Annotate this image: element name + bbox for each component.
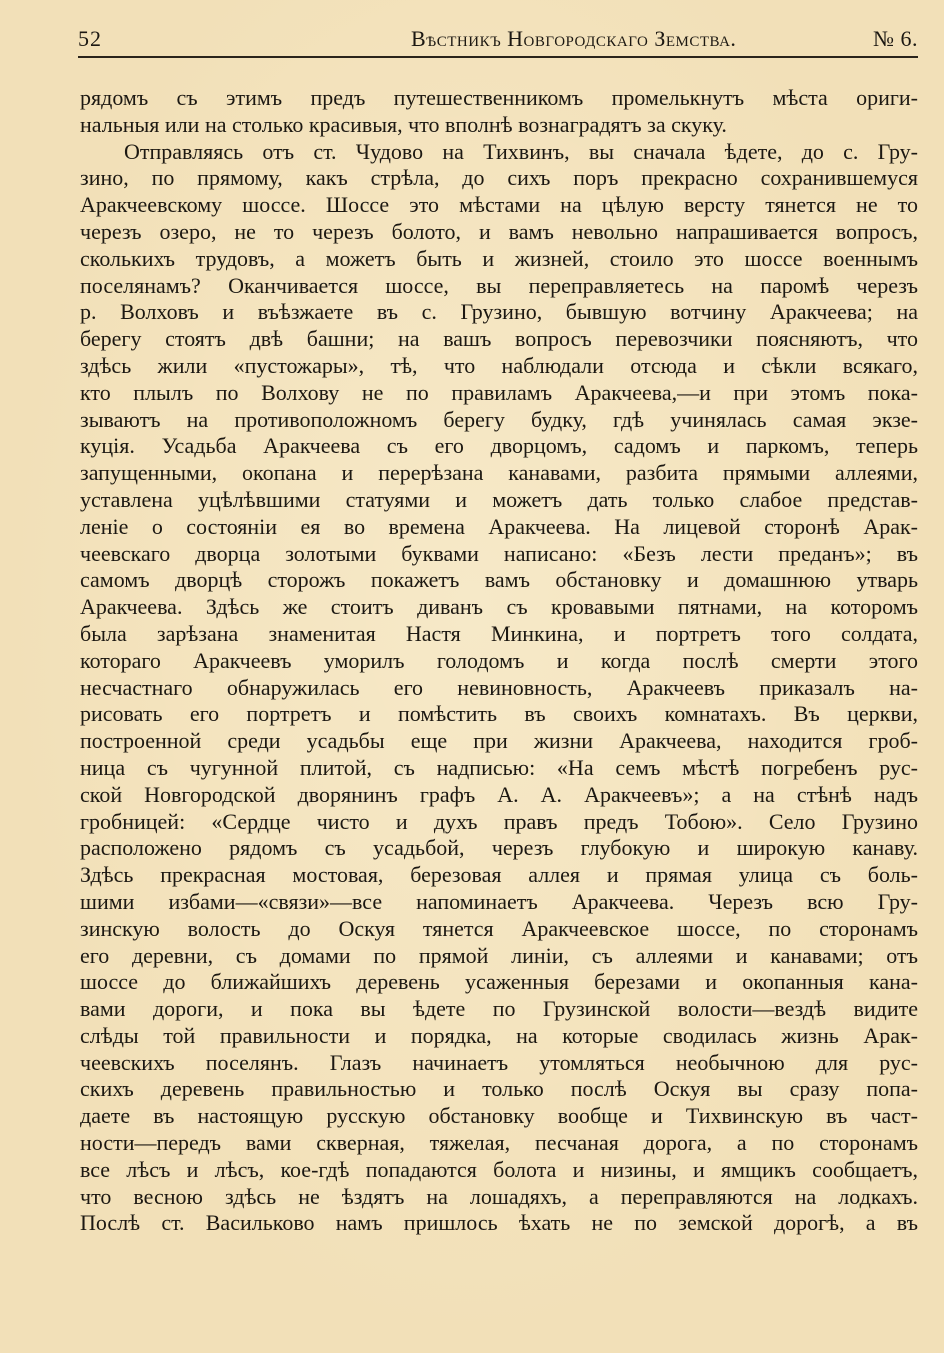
text-line: кто плылъ по Волхову не по правиламъ Аракчеева,—и при этомъ пока- (80, 379, 918, 405)
text-line: здѣсь жили «пустожары», тѣ, что наблюдали отсюда и сѣкли всякаго, (80, 352, 918, 378)
text-line: самомъ дворцѣ сторожъ покажетъ вамъ обстановку и домашнюю утварь (80, 567, 918, 593)
running-title: Вѣстникъ Новгородскаго Земства. (411, 26, 737, 51)
text-line: берегу стоятъ двѣ башни; на вашъ вопросъ перевозчики поясняютъ, что (80, 326, 918, 352)
text-line: вами дороги, и пока вы ѣдете по Грузинской волости—вездѣ видите (80, 996, 918, 1022)
text-line: рисовать его портретъ и помѣстить въ своихъ комнатахъ. Въ церкви, (80, 701, 918, 727)
text-line: даете въ настоящую русскую обстановку вообще и Тихвинскую въ част- (80, 1103, 918, 1129)
text-line: ской Новгородской дворянинъ графъ А. А. Аракчеевъ»; а на стѣнѣ надъ (80, 781, 918, 807)
running-header (78, 24, 918, 58)
text-line: поселянамъ? Оканчивается шоссе, вы переправляетесь на паромѣ черезъ (80, 272, 918, 298)
text-line: построенной среди усадьбы еще при жизни Аракчеева, находится гроб- (80, 728, 918, 754)
text-line: Аракчеева. Здѣсь же стоитъ диванъ съ кровавыми пятнами, на которомъ (80, 594, 918, 620)
text-line: слѣды той правильности и порядка, на которые сводилась жизнь Арак- (80, 1022, 918, 1048)
text-line: рядомъ съ этимъ предъ путешественникомъ промелькнутъ мѣста ориги- (80, 85, 918, 110)
text-line: Отправляясь отъ ст. Чудово на Тихвинъ, вы сначала ѣдете, до с. Гру- (124, 138, 918, 164)
text-line: черезъ озеро, не то черезъ болото, и вамъ невольно напрашивается вопросъ, (80, 218, 918, 244)
text-line: гробницей: «Сердце чисто и духъ правъ предъ Тобою». Село Грузино (80, 808, 918, 834)
text-line: ница съ чугунной плитой, съ надписью: «На семъ мѣстѣ погребенъ рус- (80, 754, 918, 780)
text-line: зино, по прямому, какъ стрѣла, до сихъ поръ прекрасно сохранившемуся (80, 165, 918, 191)
text-line: ности—передъ вами скверная, тяжелая, песчаная дорога, а по сторонамъ (80, 1130, 918, 1156)
text-line: чеевскихъ поселянъ. Глазъ начинаетъ утомляться необычною для рус- (80, 1049, 918, 1075)
text-line: Аракчеевскому шоссе. Шоссе это мѣстами на цѣлую версту тянется не то (80, 192, 918, 218)
text-line: уставлена уцѣлѣвшими статуями и можетъ дать только слабое представ- (80, 486, 918, 512)
text-line: р. Волховъ и въѣзжаете въ с. Грузино, бывшую вотчину Аракчеева; на (80, 299, 918, 325)
text-line: зываютъ на противоположномъ берегу будку, гдѣ учинялась самая экзе- (80, 406, 918, 432)
text-line: нальныя или на столько красивыя, что вполнѣ вознаградятъ за скуку. (80, 111, 727, 137)
text-line: скихъ деревень правильностью и только послѣ Оскуя вы сразу попа- (80, 1076, 918, 1102)
page-number: 52 (78, 26, 102, 51)
text-line: шоссе до ближайшихъ деревень усаженныя березами и окопанныя кана- (80, 969, 918, 995)
text-line: котораго Аракчеевъ уморилъ голодомъ и когда послѣ смерти этого (80, 647, 918, 673)
text-line: чеевскаго дворца золотыми буквами написано: «Безъ лести преданъ»; въ (80, 540, 918, 566)
text-line: куція. Усадьба Аракчеева съ его дворцомъ, садомъ и паркомъ, теперь (80, 433, 918, 459)
text-line: все лѣсъ и лѣсъ, кое-гдѣ попадаются болота и низины, и ямщикъ сообщаетъ, (80, 1156, 918, 1182)
body-text (80, 85, 918, 1237)
text-line: шими избами—«связи»—все напоминаетъ Аракчеева. Черезъ всю Гру- (80, 888, 918, 914)
text-line: зинскую волость до Оскуя тянется Аракчеевское шоссе, по сторонамъ (80, 915, 918, 941)
text-line: леніе о состояніи ея во времена Аракчеева. На лицевой сторонѣ Арак- (80, 513, 918, 539)
text-line: Здѣсь прекрасная мостовая, березовая аллея и прямая улица съ боль- (80, 862, 918, 888)
text-line: что весною здѣсь не ѣздятъ на лошадяхъ, а переправляются на лодкахъ. (80, 1183, 918, 1209)
text-line: расположено рядомъ съ усадьбой, черезъ глубокую и широкую канаву. (80, 835, 918, 861)
text-line: его деревни, съ домами по прямой линіи, съ аллеями и канавами; отъ (80, 942, 918, 968)
issue-number: № 6. (873, 26, 918, 51)
text-line: сколькихъ трудовъ, а можетъ быть и жизней, стоило это шоссе военнымъ (80, 245, 918, 271)
text-line: была зарѣзана знаменитая Настя Минкина, и портретъ того солдата, (80, 620, 918, 646)
text-line: запущенными, окопана и перерѣзана канавами, разбита прямыми аллеями, (80, 460, 918, 486)
text-line: несчастнаго обнаружилась его невиновность, Аракчеевъ приказалъ на- (80, 674, 918, 700)
text-line: Послѣ ст. Васильково намъ пришлось ѣхать не по земской дорогѣ, а въ (80, 1210, 918, 1236)
